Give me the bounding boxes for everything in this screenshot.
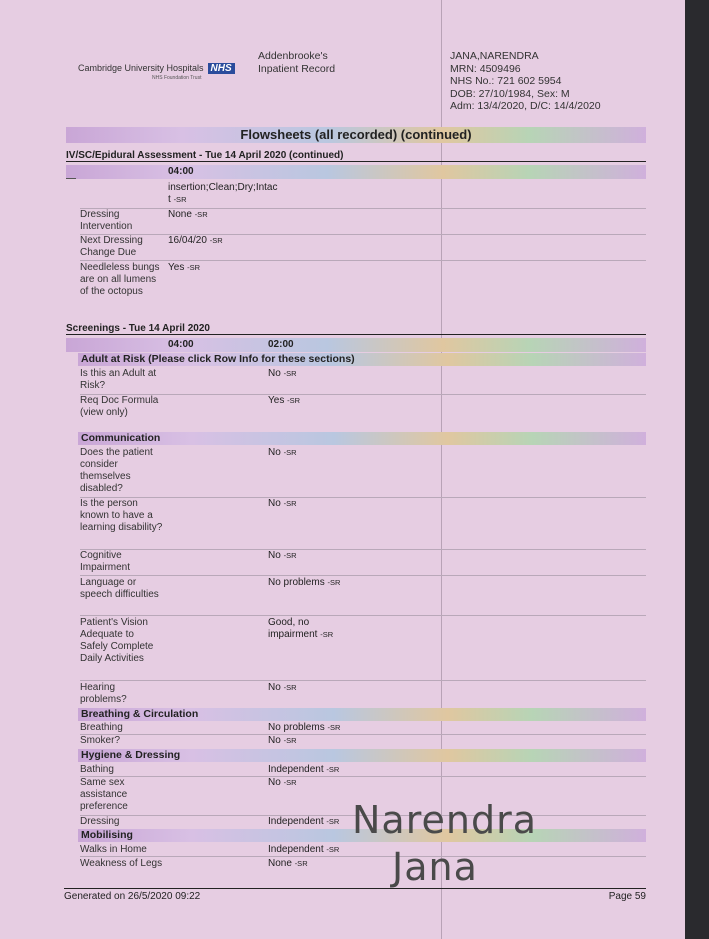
sr-initials: -SR (327, 578, 341, 587)
row-label: Is the person known to have a learning disability? (80, 498, 163, 533)
value-text: None (168, 209, 192, 220)
table-row (80, 577, 646, 616)
table-row (80, 844, 646, 857)
sr-initials: -SR (327, 723, 341, 732)
sr-initials: -SR (283, 499, 297, 508)
value-text: No (268, 682, 281, 693)
time-col-2: 02:00 (268, 339, 294, 350)
category-breathing: Breathing & Circulation (78, 708, 646, 721)
page-number: Page 59 (608, 891, 646, 902)
value-text: Good, no impairment (268, 617, 318, 640)
document-header (0, 48, 685, 118)
sr-initials: -SR (283, 736, 297, 745)
value-text: No (268, 447, 281, 458)
value-text: No problems (268, 722, 325, 733)
category-adult-at-risk: Adult at Risk (Please click Row Info for these sections) (78, 353, 646, 366)
sr-initials: -SR (326, 817, 340, 826)
row-value (268, 735, 388, 747)
sr-initials: -SR (326, 765, 340, 774)
patient-name: JANA,NARENDRA (450, 50, 539, 62)
row-value (268, 550, 388, 562)
row-value (268, 722, 388, 734)
handwritten-name-line2: Jana (392, 845, 478, 889)
value-text: Independent (268, 764, 324, 775)
table-row (80, 858, 646, 884)
row-value (168, 262, 268, 274)
patient-admission: Adm: 13/4/2020, D/C: 14/4/2020 (450, 100, 601, 112)
row-value (268, 844, 388, 856)
sr-initials: -SR (283, 551, 297, 560)
row-value (168, 209, 268, 221)
value-text: No (268, 735, 281, 746)
handwritten-name-line1: Narendra (352, 798, 537, 842)
row-label: Weakness of Legs (80, 858, 163, 869)
row-label: Next Dressing Change Due (80, 235, 143, 258)
row-value (268, 617, 358, 641)
row-label: Same sex assistance preference (80, 777, 128, 812)
sr-initials: -SR (287, 396, 301, 405)
viewer-edge (685, 0, 709, 939)
row-value (268, 395, 388, 407)
sr-initials: -SR (283, 448, 297, 457)
table-row (80, 368, 646, 395)
row-value (268, 368, 388, 380)
row-value (268, 447, 388, 459)
row-value (268, 858, 388, 870)
table-row (80, 262, 646, 312)
sr-initials: -SR (326, 845, 340, 854)
row-label: Language or speech difficulties (80, 577, 159, 600)
table-row (80, 682, 646, 706)
category-hygiene: Hygiene & Dressing (78, 749, 646, 762)
sr-initials: -SR (294, 859, 308, 868)
patient-details (450, 50, 601, 113)
value-text: 16/04/20 (168, 235, 207, 246)
screenings-time-header (66, 338, 646, 352)
org-sub: NHS Foundation Trust (152, 75, 202, 81)
hospital-logo (78, 63, 235, 74)
generated-timestamp: Generated on 26/5/2020 09:22 (64, 891, 201, 902)
flowsheets-banner: Flowsheets (all recorded) (continued) (66, 127, 646, 143)
category-communication: Communication (78, 432, 646, 445)
row-label: Req Doc Formula (view only) (80, 395, 159, 418)
value-text: No problems (268, 577, 325, 588)
category-mobilising: Mobilising (78, 829, 646, 842)
table-row (80, 498, 646, 550)
row-marker (66, 178, 76, 179)
table-row (80, 235, 646, 261)
row-label: Needleless bungs are on all lumens of the octopus (80, 262, 160, 297)
table-row (80, 550, 646, 576)
row-label: Hearing problems? (80, 682, 127, 705)
iv-section-title: IV/SC/Epidural Assessment - Tue 14 April 2020 (continued) (66, 150, 646, 162)
row-label: Dressing (80, 816, 120, 827)
time-col-1: 04:00 (168, 339, 194, 350)
sr-initials: -SR (194, 210, 208, 219)
row-label: Bathing (80, 764, 114, 775)
document-footer (64, 888, 646, 902)
record-type: Inpatient Record (258, 63, 336, 75)
table-row (80, 182, 646, 209)
row-value (268, 682, 388, 694)
sr-initials: -SR (173, 195, 187, 204)
screenings-section-title: Screenings - Tue 14 April 2020 (66, 323, 646, 335)
value-text: No (268, 498, 281, 509)
iv-time-header (66, 165, 646, 179)
record-title (258, 50, 335, 76)
row-label: Patient's Vision Adequate to Safely Complete Daily Activities (80, 617, 154, 664)
iv-time: 04:00 (168, 166, 194, 177)
row-value (268, 777, 388, 789)
sr-initials: -SR (283, 778, 297, 787)
value-text: No (268, 550, 281, 561)
table-row (80, 735, 646, 747)
table-row (80, 447, 646, 498)
table-row (80, 617, 646, 681)
value-text: insertion;Clean;Dry;Intact (168, 182, 278, 205)
table-row (80, 395, 646, 431)
value-text: Yes (168, 262, 185, 273)
row-value (268, 498, 388, 510)
patient-nhs-no: NHS No.: 721 602 5954 (450, 75, 562, 87)
org-name: Cambridge University Hospitals (78, 63, 204, 73)
value-text: No (268, 777, 281, 788)
value-text: Independent (268, 816, 324, 827)
sr-initials: -SR (283, 369, 297, 378)
sr-initials: -SR (187, 263, 201, 272)
table-row (80, 722, 646, 735)
row-value (168, 235, 268, 247)
row-value (268, 577, 388, 589)
row-label: Walks in Home (80, 844, 147, 855)
patient-mrn: MRN: 4509496 (450, 62, 521, 75)
value-text: None (268, 858, 292, 869)
table-row (80, 764, 646, 777)
row-label: Dressing Intervention (80, 209, 133, 232)
sr-initials: -SR (209, 236, 223, 245)
row-label: Does the patient consider themselves disabled? (80, 447, 153, 494)
row-value (268, 764, 388, 776)
sr-initials: -SR (320, 630, 334, 639)
table-row (80, 209, 646, 235)
row-label: Breathing (80, 722, 123, 733)
row-label: Smoker? (80, 735, 121, 746)
row-value (168, 182, 278, 206)
value-text: Yes (268, 395, 285, 406)
row-label: Cognitive Impairment (80, 550, 131, 573)
row-label: Is this an Adult at Risk? (80, 368, 157, 391)
nhs-logo: NHS (208, 63, 235, 74)
site-name: Addenbrooke's (258, 50, 328, 62)
sr-initials: -SR (283, 683, 297, 692)
value-text: No (268, 368, 281, 379)
patient-dob: DOB: 27/10/1984, Sex: M (450, 87, 570, 100)
value-text: Independent (268, 844, 324, 855)
